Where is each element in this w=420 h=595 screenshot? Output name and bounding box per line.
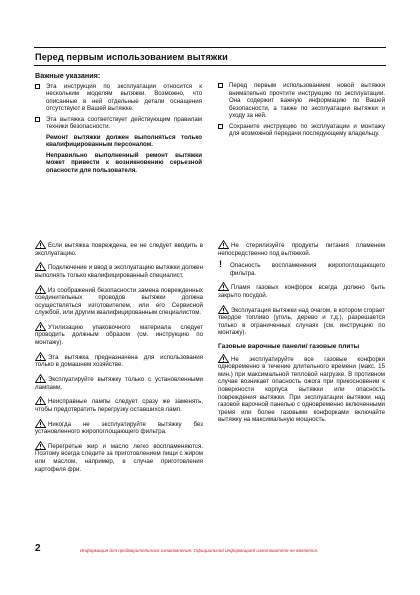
warning-triangle-icon [218,240,229,249]
warning-triangle-icon [218,354,229,363]
title-rule [34,65,386,66]
warning-item: Неисправные лампы следует сразу же заменять, чтобы предотвратить перегрузку оставшихся ламп. [35,398,203,413]
warning-item: Если вытяжка повреждена, ее не следует вводить в эксплуатацию. [35,242,203,257]
checkbox-icon [218,124,223,129]
warnings-right-list [218,240,385,337]
warning-item: Эксплуатируйте вытяжку только с установленными лампами. [35,376,203,391]
list-item: Эта инструкция по эксплуатации относится к нескольким моделям вытяжки. Возможно, что описанные в ней отдельные детали оснащения отсутствуют в Вашей вытяжке. [35,83,202,113]
important-left-column [35,72,202,178]
warning-item: Эксплуатация вытяжки над очагом, в котором сгорает твердое топливо (уголь, дерево и т.д.), разрешается только в ограниченных случаях (см. инструкцию по монтажу). [218,306,385,337]
danger-note: Неправильно выполненный ремонт вытяжки может привести к возникновению серьезной опасности для пользователя. [46,151,202,175]
page-title: Перед первым использованием вытяжки [35,52,228,62]
warning-triangle-icon [35,322,46,331]
important-right-column [218,82,385,141]
list-item: Сохраните инструкцию по эксплуатации и монтажу для возможной передачи последующему владельцу. [218,123,385,138]
warning-triangle-icon [35,441,46,450]
warning-triangle-icon [35,240,46,249]
warning-item: Не стерилизуйте продукты питания пламенем непосредственно под вытяжкой. [218,242,385,257]
warning-item: Эта вытяжка предназначена для использования только в домашнем хозяйстве. [35,353,203,369]
important-heading: Важные указания: [35,71,101,80]
top-rule [34,47,386,48]
warning-item: Подключение и ввод в эксплуатацию вытяжки должен выполнять только квалифицированный специалист. [35,264,203,279]
warnings-left-column [35,240,203,478]
warning-triangle-icon [218,282,229,291]
exclamation-icon: ! [219,259,222,270]
gas-warning: Не эксплуатируйте все газовые конфорки одновременно в течение длительного времени (макс. 15 мин.) при максимальной тепловой нагрузке. В противном случае возникает опасность ожога при прикосновении к поверхности корпуса вытяжки или опасность повреждения вытяжки. При эксплуатации вытяжки над газовой варочной панелью с одновременно включенными тремя или более газовыми конфорками включайте вытяжку на максимальную мощность. [218,355,385,424]
warning-item: Никогда не эксплуатируйте вытяжку без установленного жиропоглощающего фильтра. [35,420,203,436]
warning-triangle-icon [35,374,46,383]
footer-disclaimer: Информация для предварительного ознакомления. Официальной информацией изготовителя не является. [80,548,319,553]
list-item: Эта вытяжка соответствует действующим правилам техники безопасности. [35,116,202,131]
warning-item: Утилизацию упаковочного материала следует проводить должным образом (см. инструкцию по монтажу). [35,323,203,347]
warning-item: Перегретые жир и масло легко воспламеняются. Поэтому всегда следите за приготовлением пищи с жиром или маслом, например, в случае приготовления картофеля фри. [35,442,203,473]
warning-triangle-icon [35,352,46,361]
warnings-right-column [218,240,385,429]
checkbox-icon [35,84,40,89]
warning-triangle-icon [218,305,229,314]
warning-triangle-icon [35,419,46,428]
warning-item: Из соображений безопасности замена поврежденных соединительных проводов вытяжки должна осуществляться изготовителем, или его Сервисной службой, или другим квалифицированным специалистом. [35,286,203,317]
warning-triangle-icon [35,262,46,271]
repair-note: Ремонт вытяжки должен выполняться только квалифицированным персоналом. [46,133,202,149]
caution-item: ! Опасность воспламенения жиропоглощающего фильтра. [219,259,385,277]
checkbox-icon [35,117,40,122]
warning-triangle-icon [35,396,46,405]
page-number: 2 [35,543,41,554]
gas-section-heading: Газовые варочные панели/ газовые плиты [218,342,360,350]
list-item: Перед первым использованием новой вытяжки внимательно прочтите инструкцию по эксплуатации. Она содержит важную информацию по Вашей безопасности, а также по эксплуатации вытяжки и уходу за ней. [218,82,385,120]
checkbox-icon [218,83,223,88]
warning-triangle-icon [35,285,46,294]
warning-item: Пламя газовых конфорок всегда должно быть закрыто посудой. [218,284,385,299]
